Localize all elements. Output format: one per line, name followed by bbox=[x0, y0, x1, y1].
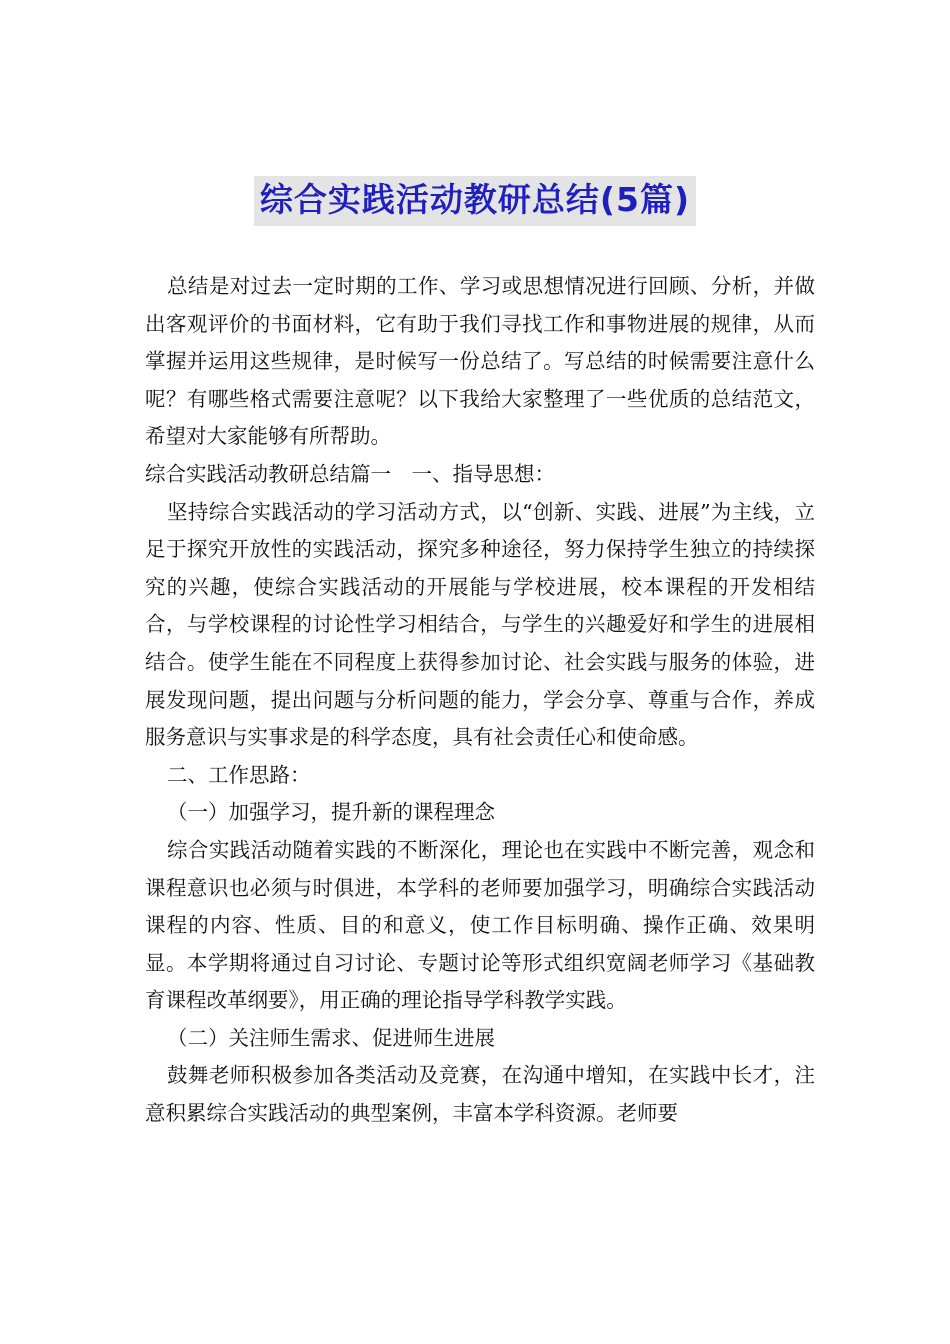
teacher-student-needs-paragraph: 鼓舞老师积极参加各类活动及竞赛，在沟通中增知，在实践中长才，注意积累综合实践活动的典型案例，丰富本学科资源。老师要 bbox=[145, 1063, 815, 1126]
intro-paragraph: 总结是对过去一定时期的工作、学习或思想情况进行回顾、分析，并做出客观评价的书面材料，它有助于我们寻找工作和事物进展的规律，从而掌握并运用这些规律，是时候写一份总结了。写总结的时候需要注意什么呢？有哪些格式需要注意呢？以下我给大家整理了一些优质的总结范文，希望对大家能够有所帮助。 bbox=[145, 274, 815, 449]
work-ideas-heading: 二、工作思路： bbox=[167, 762, 311, 787]
document-title: 综合实践活动教研总结(5篇) bbox=[254, 176, 696, 226]
section-heading-part-one: 综合实践活动教研总结篇一 一、指导思想： bbox=[145, 461, 555, 486]
guiding-ideology-paragraph: 坚持综合实践活动的学习活动方式，以“创新、实践、进展”为主线，立足于探究开放性的实践活动，探究多种途径，努力保持学生独立的持续探究的兴趣，使综合实践活动的开展能与学校进展，校本课程的开发相结合，与学校课程的讨论性学习相结合，与学生的兴趣爱好和学生的进展相结合。使学生能在不同程度上获得参加讨论、社会实践与服务的体验，进展发现问题，提出问题与分析问题的能力，学会分享、尊重与合作，养成服务意识与实事求是的科学态度，具有社会责任心和使命感。 bbox=[145, 499, 815, 750]
document-body bbox=[145, 268, 815, 1133]
subheading-strengthen-learning: （一）加强学习，提升新的课程理念 bbox=[167, 800, 495, 825]
strengthen-learning-paragraph: 综合实践活动随着实践的不断深化，理论也在实践中不断完善，观念和课程意识也必须与时俱进，本学科的老师要加强学习，明确综合实践活动课程的内容、性质、目的和意义，使工作目标明确、操作正确、效果明显。本学期将通过自习讨论、专题讨论等形式组织宽阔老师学习《基础教育课程改革纲要》，用正确的理论指导学科教学实践。 bbox=[145, 837, 815, 1013]
document-title-row bbox=[0, 176, 950, 226]
subheading-teacher-student-needs: （二）关注师生需求、促进师生进展 bbox=[167, 1025, 495, 1050]
